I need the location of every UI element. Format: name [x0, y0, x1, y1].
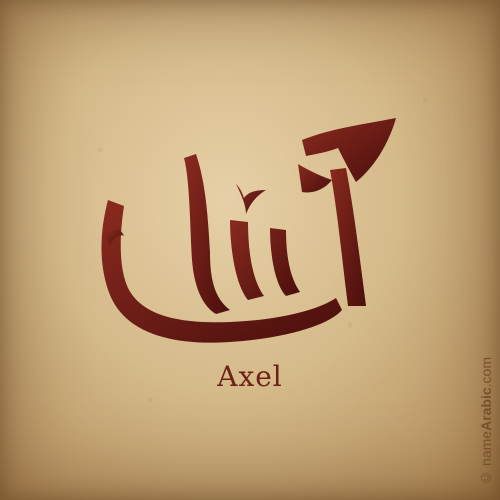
stroke-alif	[330, 168, 366, 306]
stroke-kaf-top	[302, 118, 396, 182]
arabic-calligraphy	[80, 110, 420, 370]
credit-suffix: .com	[478, 357, 494, 388]
latin-name: Axel	[217, 360, 283, 393]
stroke-kaf-vertical	[184, 154, 230, 314]
credit-prefix: © name	[478, 431, 494, 486]
credit-bold: Arabic	[478, 387, 494, 432]
stroke-kaf-loop	[298, 164, 332, 193]
stroke-seen	[230, 220, 300, 300]
stroke-mark	[236, 184, 266, 214]
stroke-left-hook	[102, 200, 343, 343]
credit-watermark	[478, 357, 494, 486]
